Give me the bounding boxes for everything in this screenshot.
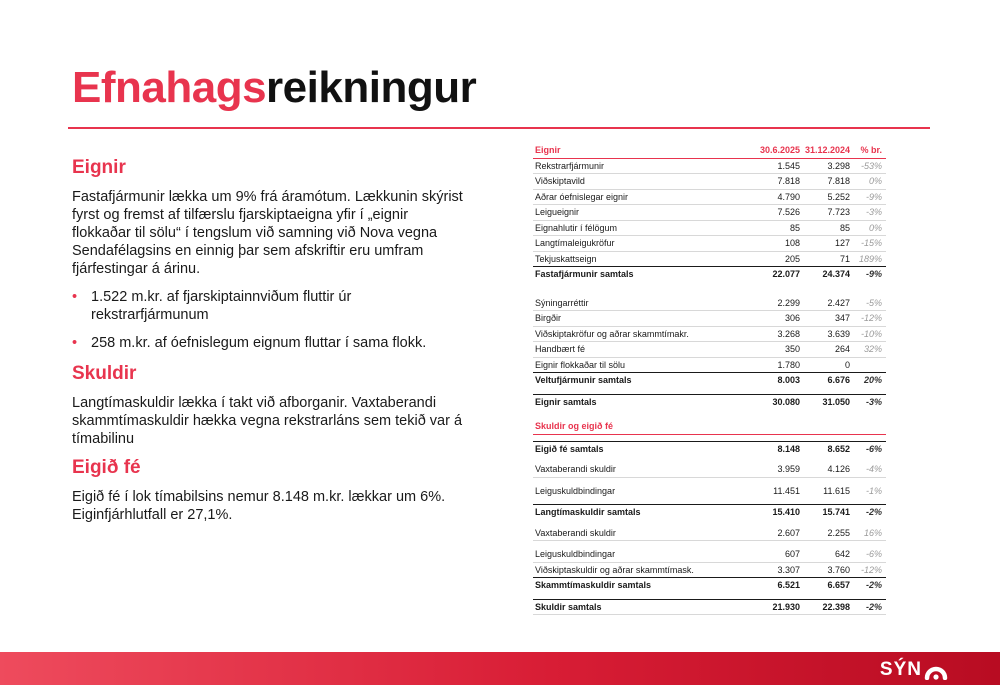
table-row	[533, 221, 886, 237]
row-value-2024: 0	[844, 359, 850, 370]
eignir-heading: Eignir	[72, 157, 126, 178]
table-row	[533, 342, 886, 358]
row-value-2024: 8.652	[827, 443, 850, 454]
bullet-item	[72, 288, 464, 324]
row-value-2025: 11.451	[773, 485, 800, 496]
row-change: -9%	[865, 191, 882, 202]
section-label: Skuldir og eigið fé	[535, 421, 614, 431]
row-change: -3%	[865, 207, 882, 217]
row-change: 16%	[863, 527, 882, 538]
row-value-2025: 108	[784, 238, 800, 248]
row-value-2025: 4.790	[777, 191, 800, 202]
row-label: Fastafjármunir samtals	[535, 269, 634, 279]
row-label: Eignir flokkaðar til sölu	[535, 359, 626, 370]
subtotal-row	[533, 372, 886, 388]
row-value-2024: 642	[834, 549, 850, 559]
row-value-2025: 21.930	[772, 601, 800, 612]
row-label: Leiguskuldbindingar	[535, 549, 616, 559]
row-value-2025: 85	[789, 222, 800, 233]
table-row	[533, 205, 886, 221]
row-label: Viðskiptaskuldir og aðrar skammtímask.	[535, 564, 694, 575]
row-value-2024: 15.741	[822, 507, 850, 517]
row-value-2024: 6.657	[827, 580, 850, 590]
row-value-2025: 3.959	[777, 464, 800, 474]
eigid-fe-text: Eigið fé í lok tímabilsins nemur 8.148 m.kr. lækkar um 6%. Eiginfjárhlutfall er 27,1%.	[72, 489, 446, 523]
subtotal-row	[533, 504, 886, 520]
row-label: Sýningarréttir	[535, 297, 589, 308]
balance-sheet-table	[533, 143, 886, 615]
table-row	[533, 174, 886, 190]
header-col-change: % br.	[860, 145, 882, 155]
skuldir-text: Langtímaskuldir lækka í takt við afborganir. Vaxtaberandi skammtímaskuldir hækka vegna rekstrarláns sem tekið var á tímabilinu	[72, 395, 463, 447]
table-row	[533, 190, 886, 206]
row-value-2025: 205	[784, 253, 800, 264]
half-ring-icon	[924, 660, 948, 680]
table-row	[533, 462, 886, 478]
eigid-fe-heading: Eigið fé	[72, 457, 141, 478]
row-value-2024: 71	[839, 253, 850, 264]
eignir-text: Fastafjármunir lækka um 9% frá áramótum. Lækkunin skýrist fyrst og fremst af tilfærslu fjarskiptaeigna yfir í „eignir flokkaðar til sölu“ í tengslum við samning við Nova vegna Sendafélagsins en einnig þar sem afskriftir eru umfram fjárfestingar á árinu.	[72, 189, 463, 277]
brand-logo-text: SÝN	[879, 659, 922, 680]
table-row	[533, 252, 886, 267]
row-value-2025: 350	[784, 344, 800, 354]
row-value-2024: 22.398	[822, 601, 850, 612]
row-value-2025: 3.268	[777, 328, 800, 339]
row-label: Aðrar óefnislegar eignir	[535, 191, 629, 202]
row-value-2024: 264	[834, 344, 850, 354]
row-change: 0%	[868, 176, 882, 186]
total-row	[533, 599, 886, 616]
row-value-2024: 4.126	[827, 464, 850, 474]
row-value-2024: 3.639	[827, 328, 850, 339]
row-label: Eignir samtals	[535, 396, 597, 407]
header-col-2024: 31.12.2024	[804, 145, 850, 155]
bullet-text: 258 m.kr. af óefnislegum eignum fluttar í sama flokk.	[91, 335, 427, 351]
page-title	[72, 62, 476, 114]
row-change: 189%	[858, 253, 882, 264]
row-change: -53%	[860, 160, 882, 171]
header-label: Eignir	[535, 145, 561, 155]
row-value-2025: 8.148	[777, 443, 800, 454]
row-label: Viðskiptavild	[535, 176, 585, 186]
row-value-2025: 607	[784, 549, 800, 559]
bullet-text: 1.522 m.kr. af fjarskiptainnviðum fluttir úr rekstrarfjármunum	[91, 289, 352, 323]
row-value-2025: 306	[784, 313, 800, 323]
row-label: Viðskiptakröfur og aðrar skammtímakr.	[535, 328, 689, 339]
row-change: -6%	[865, 549, 882, 559]
row-change: -1%	[865, 485, 882, 496]
title-accent: Efnahags	[72, 63, 267, 112]
row-label: Skammtímaskuldir samtals	[535, 580, 652, 590]
row-value-2025: 2.607	[777, 527, 800, 538]
row-value-2024: 2.255	[827, 527, 850, 538]
row-change: -12%	[860, 564, 882, 575]
row-value-2025: 8.003	[777, 375, 800, 385]
row-value-2024: 127	[834, 238, 850, 248]
table-row	[533, 311, 886, 327]
row-label: Rekstrarfjármunir	[535, 160, 605, 171]
table-row	[533, 563, 886, 578]
row-value-2025: 7.818	[777, 176, 800, 186]
row-change: -2%	[865, 507, 882, 517]
row-label: Leiguskuldbindingar	[535, 485, 616, 496]
row-label: Vaxtaberandi skuldir	[535, 527, 616, 538]
bullet-item	[72, 334, 464, 352]
spacer	[533, 282, 886, 296]
row-value-2024: 2.427	[827, 297, 850, 308]
row-value-2025: 6.521	[777, 580, 800, 590]
row-label: Leigueignir	[535, 207, 580, 217]
row-change: -9%	[865, 269, 882, 279]
table-row	[533, 159, 886, 175]
row-change: -5%	[865, 297, 882, 308]
row-value-2025: 15.410	[772, 507, 800, 517]
bullet-dot-icon: •	[72, 289, 78, 305]
row-value-2024: 6.676	[827, 375, 850, 385]
subtotal-row	[533, 266, 886, 282]
row-value-2025: 3.307	[777, 564, 800, 575]
row-change: -4%	[865, 464, 882, 474]
row-change: -6%	[865, 443, 882, 454]
row-value-2024: 3.760	[827, 564, 850, 575]
row-value-2024: 5.252	[827, 191, 850, 202]
table-row	[533, 526, 886, 542]
eignir-bullet-list	[72, 288, 464, 352]
footer-bar	[0, 652, 1000, 685]
row-label: Tekjuskattseign	[535, 253, 597, 264]
row-change: -2%	[865, 580, 882, 590]
row-label: Eignahlutir í félögum	[535, 222, 618, 233]
row-label: Skuldir samtals	[535, 601, 602, 612]
row-value-2024: 24.374	[822, 269, 850, 279]
row-value-2024: 31.050	[822, 396, 850, 407]
row-value-2025: 30.080	[772, 396, 800, 407]
row-change: 32%	[863, 344, 882, 354]
row-change: -2%	[865, 601, 882, 612]
header-col-2025: 30.6.2025	[759, 145, 800, 155]
row-label: Eigið fé samtals	[535, 443, 604, 454]
liabilities-header-row	[533, 419, 886, 435]
table-header-row	[533, 143, 886, 159]
row-value-2025: 7.526	[777, 207, 800, 217]
title-rest: reikningur	[266, 63, 477, 112]
bullet-dot-icon: •	[72, 335, 78, 351]
row-value-2025: 2.299	[777, 297, 800, 308]
total-row	[533, 394, 886, 410]
row-value-2024: 7.723	[827, 207, 850, 217]
row-value-2024: 85	[839, 222, 850, 233]
spacer	[533, 409, 886, 419]
row-label: Vaxtaberandi skuldir	[535, 464, 616, 474]
row-label: Langtímaskuldir samtals	[535, 507, 641, 517]
row-change: 0%	[868, 222, 882, 233]
row-change: -12%	[860, 313, 882, 323]
row-value-2024: 11.615	[823, 485, 850, 496]
row-label: Birgðir	[535, 313, 562, 323]
row-change: 20%	[863, 375, 882, 385]
commentary-panel	[72, 154, 464, 524]
row-value-2025: 1.545	[777, 160, 800, 171]
row-change: -15%	[860, 238, 882, 248]
row-change: -3%	[865, 396, 882, 407]
row-value-2024: 3.298	[827, 160, 850, 171]
table-row	[533, 236, 886, 252]
table-row	[533, 296, 886, 312]
subtotal-row	[533, 577, 886, 593]
row-value-2025: 22.077	[772, 269, 800, 279]
table-row	[533, 547, 886, 563]
row-value-2024: 347	[834, 313, 850, 323]
row-change: -10%	[860, 328, 882, 339]
skuldir-heading: Skuldir	[72, 363, 137, 384]
row-label: Handbært fé	[535, 344, 586, 354]
title-divider	[68, 127, 930, 129]
subtotal-row	[533, 441, 886, 457]
row-value-2024: 7.818	[827, 176, 850, 186]
row-label: Veltufjármunir samtals	[535, 375, 632, 385]
table-row	[533, 327, 886, 343]
table-row	[533, 484, 886, 499]
row-value-2025: 1.780	[777, 359, 800, 370]
table-row	[533, 358, 886, 373]
row-label: Langtímaleigukröfur	[535, 238, 615, 248]
